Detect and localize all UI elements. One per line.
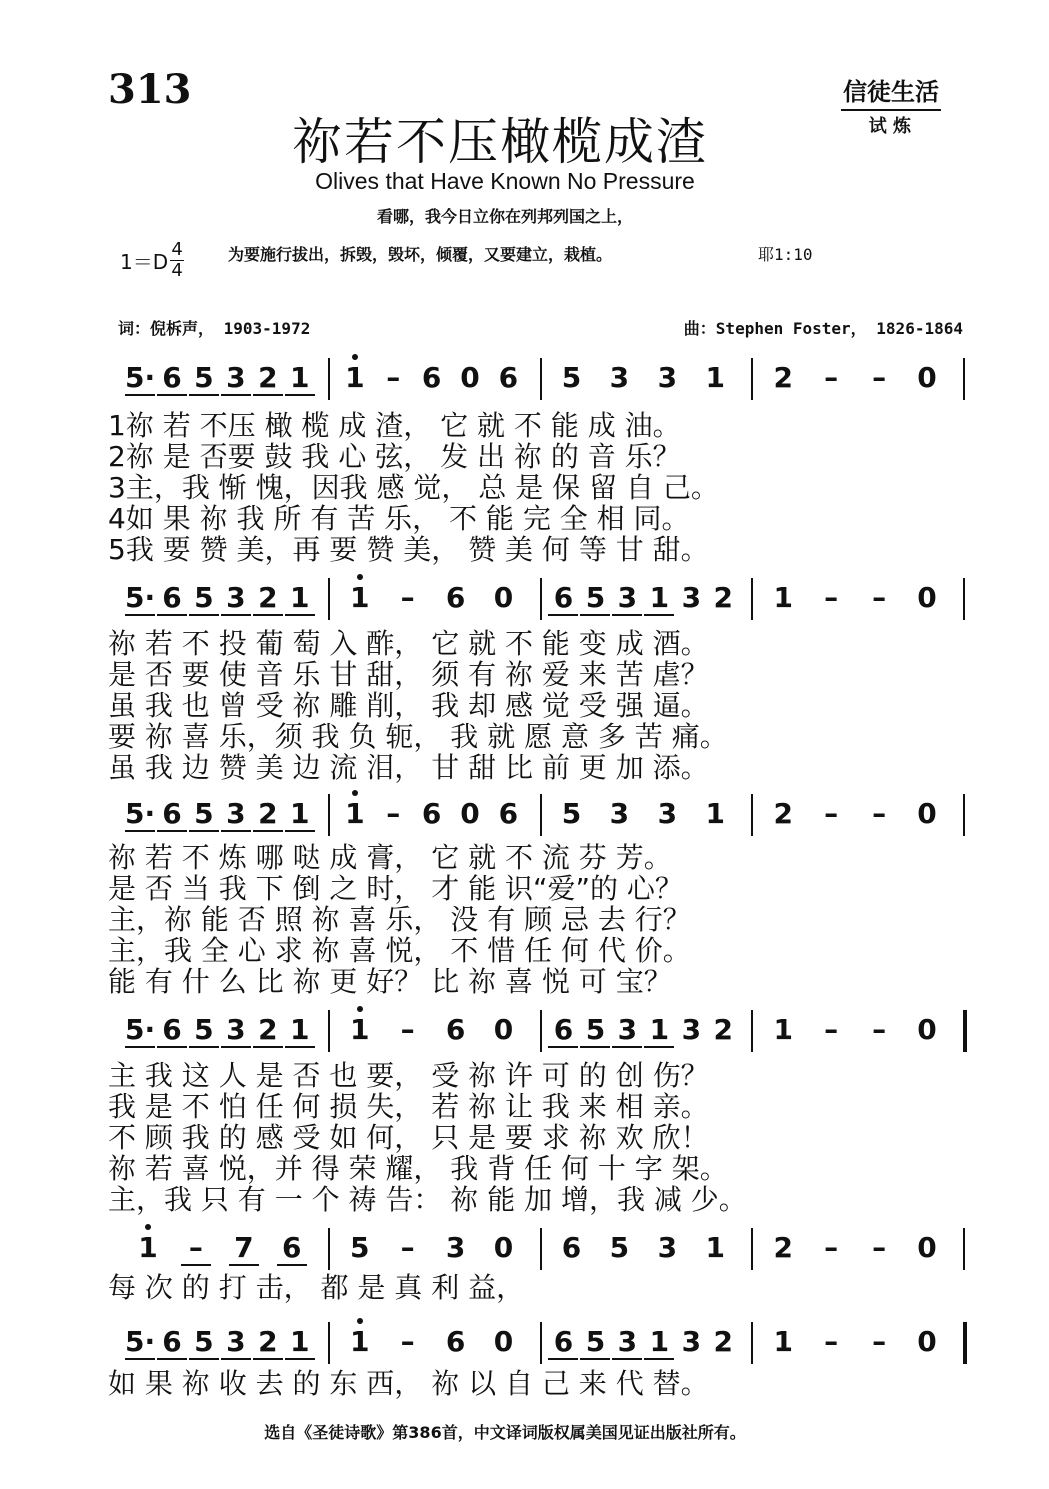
note: 0 [917, 1325, 937, 1358]
note: 0 [493, 1325, 514, 1358]
note: 3 [221, 798, 251, 832]
note: 3 [657, 797, 678, 830]
lyric-line: 祢 若 不 投 葡 萄 入 酢， 它 就 不 能 变 成 酒。 [108, 627, 709, 660]
subcategory-label: 试 炼 [868, 116, 911, 137]
note: 5 [189, 1326, 219, 1360]
note: 0 [917, 1013, 937, 1046]
note: 1 [133, 1232, 163, 1264]
note: 5· [124, 581, 156, 614]
note: 5 [580, 582, 610, 616]
music-system-2 [0, 582, 1049, 628]
note: 2 [253, 1014, 283, 1048]
note: – [824, 361, 839, 394]
note: 6 [277, 1232, 307, 1266]
barline [751, 1228, 753, 1270]
note: 6 [157, 1014, 187, 1048]
note: 3 [609, 361, 630, 394]
note: 5 [189, 798, 219, 832]
note: 6 [157, 582, 187, 616]
note: 0 [493, 1231, 514, 1264]
note: 1 [340, 798, 370, 830]
lyric-line: 如 果 祢 收 去 的 东 西， 祢 以 自 己 来 代 替。 [108, 1367, 709, 1400]
lyric-line: 每 次 的 打 击， 都 是 真 利 益， [108, 1271, 525, 1304]
note: 6 [421, 361, 442, 394]
note: 1 [773, 1325, 793, 1358]
time-top: 4 [171, 239, 183, 260]
note: 3 [657, 1231, 678, 1264]
note: 3 [221, 1326, 251, 1360]
scripture-reference: 耶1:10 [758, 245, 813, 264]
note: – [400, 1013, 415, 1046]
barline [540, 1322, 542, 1364]
note: 3 [445, 1231, 466, 1264]
lyric-line: 3主，我 惭 愧，因我 感 觉， 总 是 保 留 自 己。 [108, 471, 719, 504]
note: 5· [124, 361, 156, 394]
note: 1 [340, 362, 370, 394]
lyric-line: 4如 果 祢 我 所 有 苦 乐， 不 能 完 全 相 同。 [108, 502, 690, 535]
lyric-line: 是 否 要 使 音 乐 甘 甜， 须 有 祢 爱 来 苦 虐？ [108, 658, 709, 691]
note: – [400, 1231, 415, 1264]
barline [328, 794, 330, 836]
note: 0 [460, 797, 480, 830]
note: 6 [498, 797, 519, 830]
barline [540, 1228, 542, 1270]
barline [328, 578, 330, 620]
note: 0 [917, 797, 937, 830]
note: 2 [253, 798, 283, 832]
barline [540, 358, 542, 400]
note: 0 [493, 1013, 514, 1046]
scripture-line-2: 为要施行拔出，拆毁，毁坏，倾覆，又要建立，栽植。 [228, 245, 613, 264]
note: – [872, 797, 887, 830]
music-system-3 [0, 798, 1049, 844]
note: 1 [285, 582, 315, 616]
barline [328, 1228, 330, 1270]
lyric-line: 虽 我 也 曾 受 祢 雕 削， 我 却 感 觉 受 强 逼。 [108, 689, 709, 722]
lyric-line: 祢 若 喜 悦，并 得 荣 耀， 我 背 任 何 十 字 架。 [108, 1152, 728, 1185]
note: 6 [445, 1325, 466, 1358]
note: 6 [445, 1013, 466, 1046]
note: 0 [917, 581, 937, 614]
barline [963, 358, 965, 400]
category-label: 信徒生活 [841, 72, 941, 111]
lyric-line: 虽 我 边 赞 美 边 流 泪， 甘 甜 比 前 更 加 添。 [108, 751, 709, 784]
note: 1 [285, 362, 315, 396]
barline [751, 1322, 753, 1364]
music-system-4 [0, 1014, 1049, 1060]
note: 1 [705, 797, 726, 830]
note: 1 [705, 1231, 726, 1264]
note: 1 [285, 1014, 315, 1048]
note: 1 [345, 1014, 375, 1046]
note: 5 [580, 1326, 610, 1360]
note: 5 [561, 361, 582, 394]
barline [540, 1010, 542, 1052]
final-barline [963, 1322, 967, 1364]
note: 3 [681, 1325, 702, 1358]
note: 2 [713, 1325, 733, 1358]
lyric-line: 5我 要 赞 美，再 要 赞 美， 赞 美 何 等 甘 甜。 [108, 533, 709, 566]
note: 3 [609, 797, 630, 830]
note: 5 [561, 797, 582, 830]
note: 0 [917, 361, 937, 394]
note: – [872, 1325, 887, 1358]
note: 2 [713, 1013, 733, 1046]
lyric-line: 不 顾 我 的 感 受 如 何， 只 是 要 求 祢 欢 欣！ [108, 1121, 709, 1154]
note: 2 [253, 1326, 283, 1360]
note: 6 [421, 797, 442, 830]
note: 1 [773, 1013, 793, 1046]
note: 6 [498, 361, 519, 394]
barline [751, 794, 753, 836]
note: 5 [609, 1231, 630, 1264]
key-signature [120, 240, 184, 281]
lyric-line: 主，我 全 心 求 祢 喜 悦， 不 惜 任 何 代 价。 [108, 934, 691, 967]
barline [751, 578, 753, 620]
lyric-line: 我 是 不 怕 任 何 损 失， 若 祢 让 我 来 相 亲。 [108, 1090, 709, 1123]
note: 1 [285, 798, 315, 832]
lyric-line: 2祢 是 否要 鼓 我 心 弦， 发 出 祢 的 音 乐？ [108, 440, 681, 473]
note: – [872, 1013, 887, 1046]
note: – [872, 581, 887, 614]
note: 5· [124, 1013, 156, 1046]
note: 2 [713, 581, 733, 614]
barline [540, 794, 542, 836]
note: 6 [445, 581, 466, 614]
note: 0 [460, 361, 480, 394]
note: 6 [561, 1231, 582, 1264]
composer-credit: 曲：Stephen Foster， 1826-1864 [683, 319, 963, 338]
note: 1 [285, 1326, 315, 1360]
note: 1 [705, 361, 726, 394]
note: 3 [221, 362, 251, 396]
note: 6 [548, 582, 578, 616]
note: – [400, 581, 415, 614]
time-signature [170, 240, 184, 281]
note: 3 [657, 361, 678, 394]
note: 6 [548, 1326, 578, 1360]
note: 6 [157, 362, 187, 396]
note: 6 [548, 1014, 578, 1048]
lyric-line: 主，祢 能 否 照 祢 喜 乐， 没 有 顾 忌 去 行？ [108, 903, 691, 936]
note: – [824, 797, 839, 830]
note: 5 [349, 1231, 370, 1264]
lyric-line: 主 我 这 人 是 否 也 要， 受 祢 许 可 的 创 伤？ [108, 1059, 709, 1092]
barline [963, 578, 965, 620]
note: 2 [253, 582, 283, 616]
music-system-1 [0, 362, 1049, 408]
barline [328, 358, 330, 400]
note: – [386, 797, 401, 830]
note: 1 [644, 1326, 674, 1360]
note: 1 [644, 1014, 674, 1048]
note: 2 [773, 1231, 793, 1264]
note: 1 [345, 1326, 375, 1358]
barline [751, 1010, 753, 1052]
note: – [400, 1325, 415, 1358]
note: – [824, 581, 839, 614]
note: 2 [253, 362, 283, 396]
note: 5· [124, 797, 156, 830]
note: – [824, 1013, 839, 1046]
note: 5· [124, 1325, 156, 1358]
barline [963, 794, 965, 836]
barline [328, 1322, 330, 1364]
note: 3 [221, 582, 251, 616]
note: 1 [773, 581, 793, 614]
note: – [181, 1232, 211, 1266]
barline [540, 578, 542, 620]
lyric-line: 要 祢 喜 乐，须 我 负 轭， 我 就 愿 意 多 苦 痛。 [108, 720, 728, 753]
note: 3 [681, 581, 702, 614]
scripture-line-1: 看哪，我今日立你在列邦列国之上， [376, 207, 633, 226]
note: 1 [644, 582, 674, 616]
copyright-footer: 选自《圣徒诗歌》第386首，中文译词版权属美国见证出版社所有。 [264, 1423, 746, 1442]
note: – [824, 1325, 839, 1358]
note: 6 [157, 1326, 187, 1360]
note: – [824, 1231, 839, 1264]
note: 6 [157, 798, 187, 832]
note: 3 [612, 582, 642, 616]
note: 3 [221, 1014, 251, 1048]
key-label: 1＝D [120, 250, 169, 274]
music-system-6 [0, 1326, 1049, 1372]
title-english: Olives that Have Known No Pressure [315, 168, 695, 194]
time-bottom: 4 [171, 260, 183, 281]
note: 3 [681, 1013, 702, 1046]
note: 2 [773, 361, 793, 394]
lyric-line: 主，我 只 有 一 个 祷 告： 祢 能 加 增，我 减 少。 [108, 1183, 747, 1216]
lyric-line: 1祢 若 不压 橄 榄 成 渣， 它 就 不 能 成 油。 [108, 409, 681, 442]
note: 0 [493, 581, 514, 614]
lyric-line: 是 否 当 我 下 倒 之 时， 才 能 识“爱”的 心？ [108, 872, 683, 905]
title-chinese: 祢若不压橄榄成渣 [292, 113, 708, 171]
barline [751, 358, 753, 400]
note: – [386, 361, 401, 394]
lyric-line: 能 有 什 么 比 祢 更 好？ 比 祢 喜 悦 可 宝？ [108, 965, 672, 998]
note: – [872, 1231, 887, 1264]
lyric-line: 祢 若 不 炼 哪 哒 成 膏， 它 就 不 流 芬 芳。 [108, 841, 672, 874]
note: 1 [345, 582, 375, 614]
lyricist-credit: 词：倪柝声， 1903-1972 [118, 319, 311, 338]
hymn-number: 313 [108, 66, 192, 113]
final-barline [963, 1010, 967, 1052]
note: – [872, 361, 887, 394]
barline [963, 1228, 965, 1270]
note: 0 [917, 1231, 937, 1264]
note: 5 [189, 582, 219, 616]
note: 7 [229, 1232, 259, 1266]
note: 3 [612, 1014, 642, 1048]
note: 5 [189, 1014, 219, 1048]
note: 2 [773, 797, 793, 830]
barline [328, 1010, 330, 1052]
note: 5 [189, 362, 219, 396]
note: 5 [580, 1014, 610, 1048]
note: 3 [612, 1326, 642, 1360]
